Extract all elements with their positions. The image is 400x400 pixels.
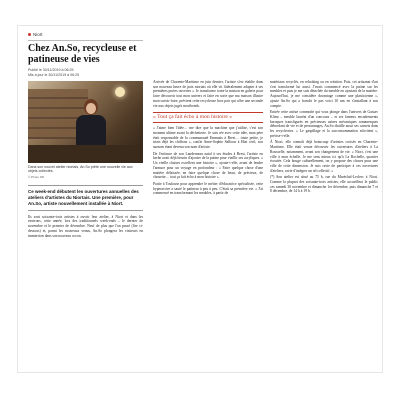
section-label: Niort	[33, 32, 43, 37]
location-icon	[28, 33, 31, 36]
section-tag[interactable]	[28, 32, 143, 37]
body-paragraph: matériaux recyclés, en relooking ou en création. Puis, cet artisanat d'art s'est transformé lui aussi. J'avais commencé avec la patine sur les meubles et puis je me suis détachée du meuble en ajoutant de la matière. Aujourd'hui, je me considère davantage comme une plasticienne », ajoute An.So qui a franchi le pas voici 10 ans en s'installant à son compte.	[270, 80, 378, 108]
photo-workbench	[28, 145, 143, 163]
body-paragraph: De l'enfance de son Landerneau natal à ses études à Brest, l'artiste en herbe avait déjà besoin d'ajouter de la patine pour vieillir ses acryliques. « Un vieille chaises excellent une histoire », ajoute-t-elle, avant de fendre l'armure pour un voyage en profondeur : « Faire quelque chose d'une matière délaissée, en faire quelque chose de beau, de précieux, de chouette… tout ça fait écho à mon histoire ».	[153, 151, 263, 180]
body-paragraph: À Niort, elle connaît déjà beaucoup d'artistes croisés en Charente-Maritime. Elle était venue découvrir les ouvertures d'ateliers à La Rousselle, notamment, avant son changement de vie. « Niort, c'est une ville à mon échelle. Je me sens mieux ici qu'à La Rochelle, quartier écoutée. Cela bouge culturellement, on y propose des choses pour une ville de cette dimension. Je suis ravie de participer à ces ouvertures d'ateliers, ravie d'intégrer un tel collectif. »	[270, 140, 378, 173]
article-title: Chez An.So, recycleuse et patineuse de vies	[28, 43, 137, 65]
article-photo	[28, 81, 143, 163]
article-body-col1: Ils sont soixante-trois artistes à ouvrir leur atelier, à Niort et dans les environs, cette année, lors des traditionnels week-ends – le dernier de novembre et le premier de décembre. Neuf de plus que l'an passé (lire ci-dessous) et, parmi les nouveaux venus, An.So plongera les visiteurs en immersion dans son nouveau cocon.	[28, 214, 143, 238]
body-paragraph: « J'aime bien l'idée… me dire que la machine que j'utilise, c'est son moment ultime avant la déchetterie. Je suis rée avec cette idée, mon père était responsable de la communauté Emmaüs à Brest… toute petite, je triais déjà les chiffons », confie Anne-Sophie Salliour à Htat civil, son surnom étant devenu son nom d'artiste.	[153, 126, 263, 150]
divider	[28, 210, 143, 211]
article-page	[17, 25, 383, 373]
body-paragraph: Arrivée de Charente-Maritime en juin dernier, l'artiste s'est établie dans son nouveau havre de paix niortais où elle vit littéralement adapter à ses premières portes ouvertes ». Je transforme toute la maison en galerie pour faire découvrir tout mon univers et faire en sorte que ma maison illustre mon savoir-faire, prévient cette recycleuse hors pair qui offre une seconde vie aux objets jugés moribonds.	[153, 80, 263, 108]
article-lead: Ce week-end débutent les ouvertures annuelles des ateliers d'artistes du Niortais. Une première, pour An.So, artiste nouvellement installée à Niort.	[28, 185, 143, 207]
article-column-1	[28, 32, 143, 238]
pull-quote: « Tout ça fait écho à mon histoire »	[153, 112, 263, 123]
update-date: Mis à jour le 30/11/2019 à 06:25	[28, 72, 80, 77]
photo-lamp	[115, 87, 125, 97]
article-column-2	[153, 80, 263, 198]
publish-date: Publié le 30/11/2019 à 06:25	[28, 68, 74, 72]
body-paragraph: Entrée cette artiste commode qui vous plonge dans l'univers de Gustav Klimt – meuble lauréat d'un concours – et ses fameux encadrements baroques transfigurés en précieuses usines mécaniques romanesques débordant de vie et de personnages, An.So distille aussi ses carnets dans les recyclerries. « Le gaspillage et la surconsommation m'irritent », précise-t-elle.	[270, 110, 378, 138]
article-column-3	[270, 80, 378, 196]
divider	[28, 40, 143, 41]
photo-credit: © Photo NR	[28, 174, 45, 179]
body-paragraph: (*) Son atelier est situé au 75 b, rue du Maréchal-Leclerc à Niort. Comme la plupart des soixante-trois artistes, elle accueillera le public ces samedi 30 novembre et dimanche 1er décembre, puis dimanche 7 et 8 décembre, de 14 h à 19 h.	[270, 175, 378, 194]
body-paragraph: Partie à Toulouse pour apprendre le métier d'éducatrice spécialisée, cette hyperactive a sauté le patineur à peu à peu. C'était sa première vie. « J'ai commencé en transformant les meubles, à partir de	[153, 181, 263, 196]
photo-caption: Dans son nouvel atelier niortais, An.So prête une nouvelle vie aux objets collectés.	[28, 165, 133, 174]
